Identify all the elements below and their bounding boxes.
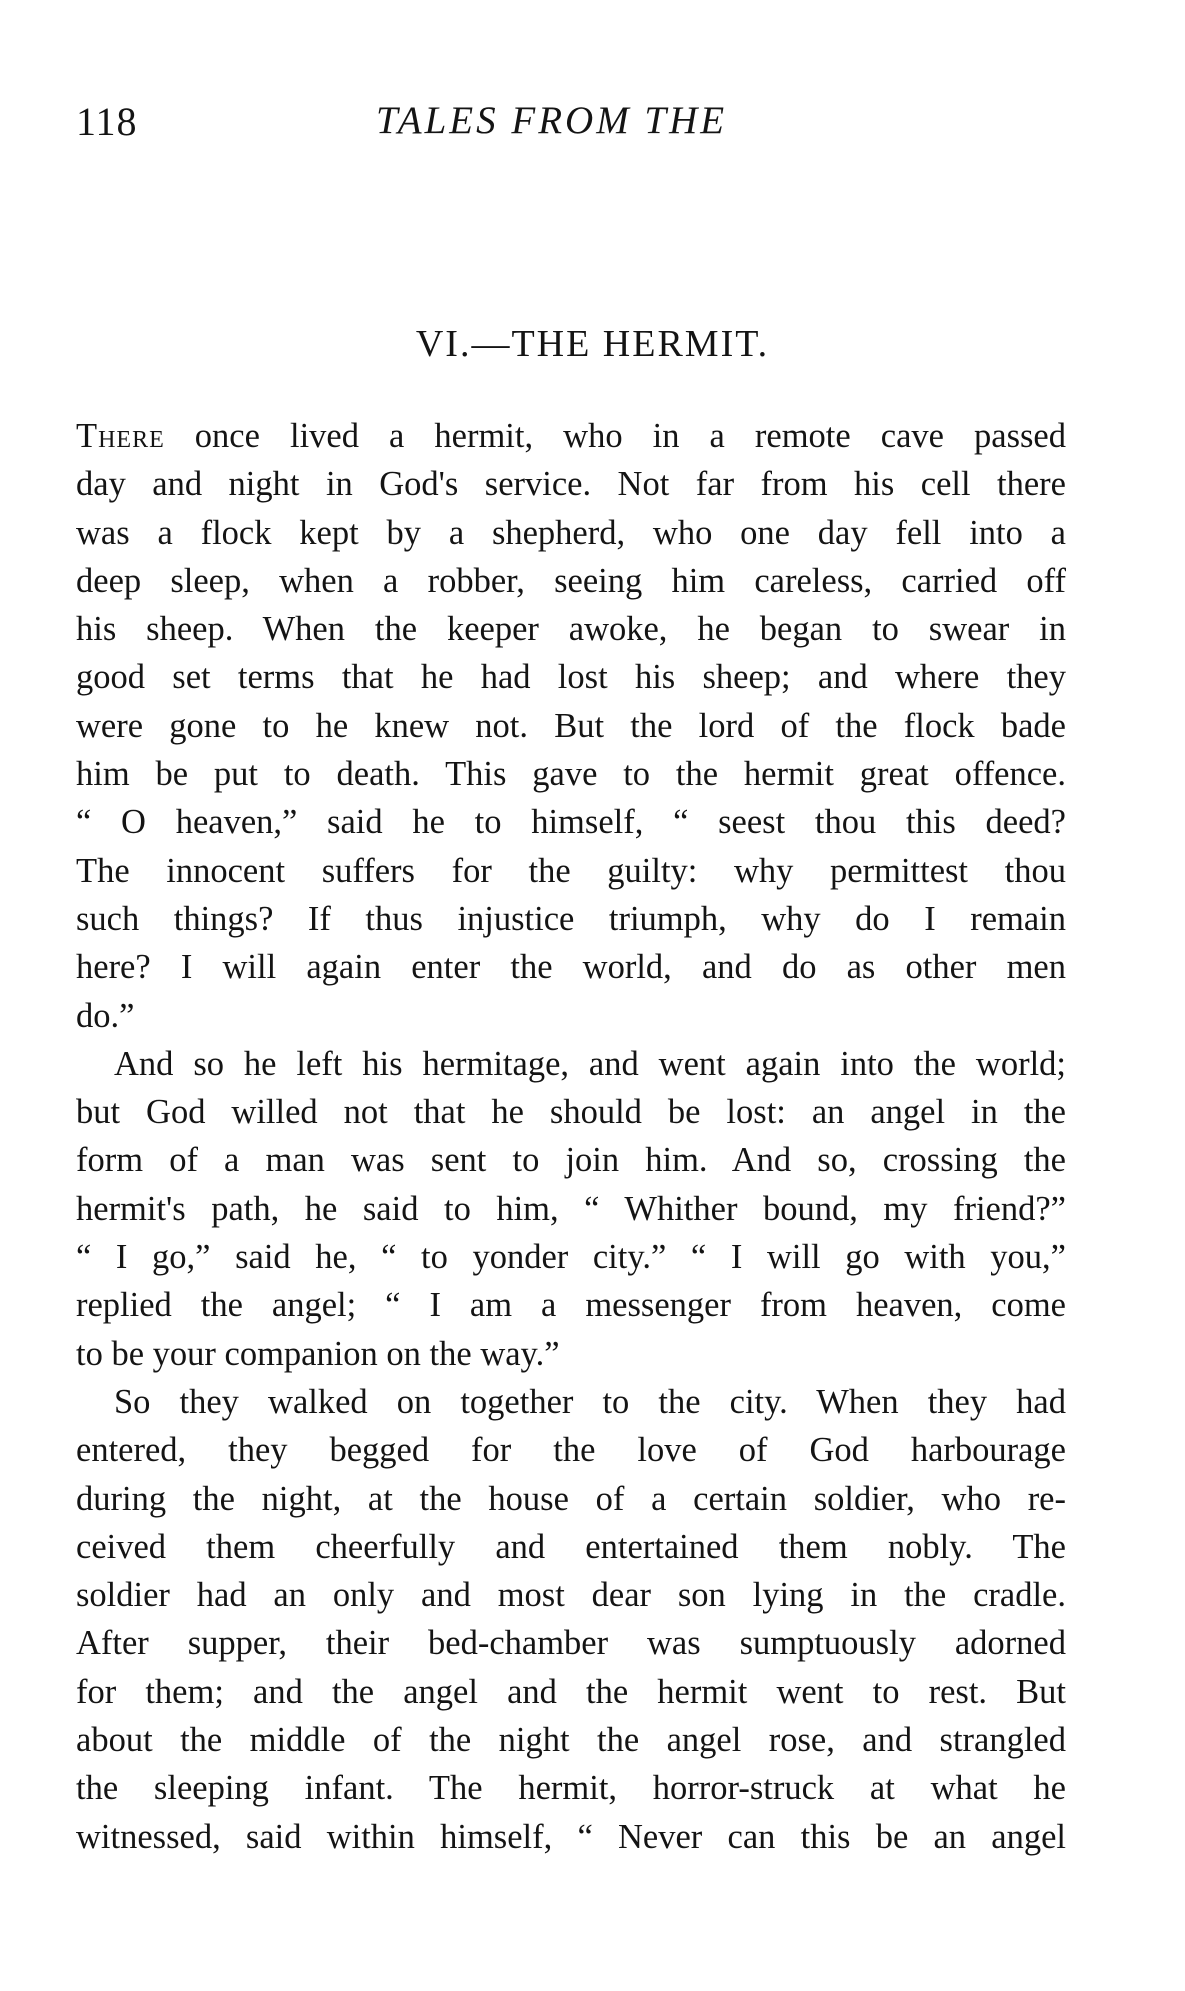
text-line: And so he left his hermitage, and went again into the world;	[114, 1044, 1066, 1083]
text-line: hermit's path, he said to him, “ Whither bound, my friend?”	[76, 1189, 1066, 1228]
text-line: was a flock kept by a shepherd, who one day fell into a	[76, 513, 1066, 552]
text-line: There once lived a hermit, who in a remote cave passed	[76, 417, 1066, 455]
text-line: during the night, at the house of a certain soldier, who re-	[76, 1479, 1066, 1518]
text-line: about the middle of the night the angel rose, and strangled	[76, 1721, 1066, 1760]
page-number: 118	[76, 99, 138, 144]
paragraph	[76, 412, 1066, 1040]
paragraph	[76, 1040, 1066, 1378]
running-title: TALES FROM THE	[376, 99, 728, 142]
paragraph	[76, 1378, 1066, 1861]
opening-word: There	[76, 417, 165, 455]
text-line: such things? If thus injustice triumph, why do I remain	[76, 899, 1066, 938]
body-text	[76, 412, 1066, 1861]
text-line: him be put to death. This gave to the hermit great offence.	[76, 755, 1066, 794]
text-line: good set terms that he had lost his sheep; and where they	[76, 658, 1066, 697]
text-line: do.”	[76, 996, 135, 1035]
text-line: his sheep. When the keeper awoke, he began to swear in	[76, 610, 1066, 649]
running-head	[76, 98, 1066, 148]
text-line: After supper, their bed-chamber was sumptuously adorned	[76, 1624, 1066, 1663]
text-line: for them; and the angel and the hermit went to rest. But	[76, 1672, 1066, 1711]
text-line: “ O heaven,” said he to himself, “ seest thou this deed?	[76, 803, 1066, 842]
text-line: deep sleep, when a robber, seeing him careless, carried off	[76, 561, 1066, 600]
text-line: The innocent suffers for the guilty: why permittest thou	[76, 851, 1066, 890]
text-line: replied the angel; “ I am a messenger from heaven, come	[76, 1286, 1066, 1325]
text-line: here? I will again enter the world, and do as other men	[76, 948, 1066, 987]
text-line: “ I go,” said he, “ to yonder city.” “ I will go with you,”	[76, 1238, 1066, 1277]
text-line: So they walked on together to the city. When they had	[114, 1382, 1066, 1421]
text-line: but God willed not that he should be lost: an angel in the	[76, 1093, 1066, 1132]
text-line: form of a man was sent to join him. And so, crossing the	[76, 1141, 1066, 1180]
text-line: day and night in God's service. Not far from his cell there	[76, 465, 1066, 504]
text-line: soldier had an only and most dear son lying in the cradle.	[76, 1576, 1066, 1615]
chapter-title: VI.—THE HERMIT.	[415, 323, 770, 365]
text-line: the sleeping infant. The hermit, horror-struck at what he	[76, 1769, 1066, 1808]
text-line: entered, they begged for the love of God harbourage	[76, 1431, 1066, 1470]
text-line: witnessed, said within himself, “ Never can this be an angel	[76, 1817, 1066, 1856]
text-line: ceived them cheerfully and entertained them nobly. The	[76, 1527, 1066, 1566]
text-line: to be your companion on the way.”	[76, 1334, 560, 1373]
text-line: were gone to he knew not. But the lord of the flock bade	[76, 706, 1066, 745]
